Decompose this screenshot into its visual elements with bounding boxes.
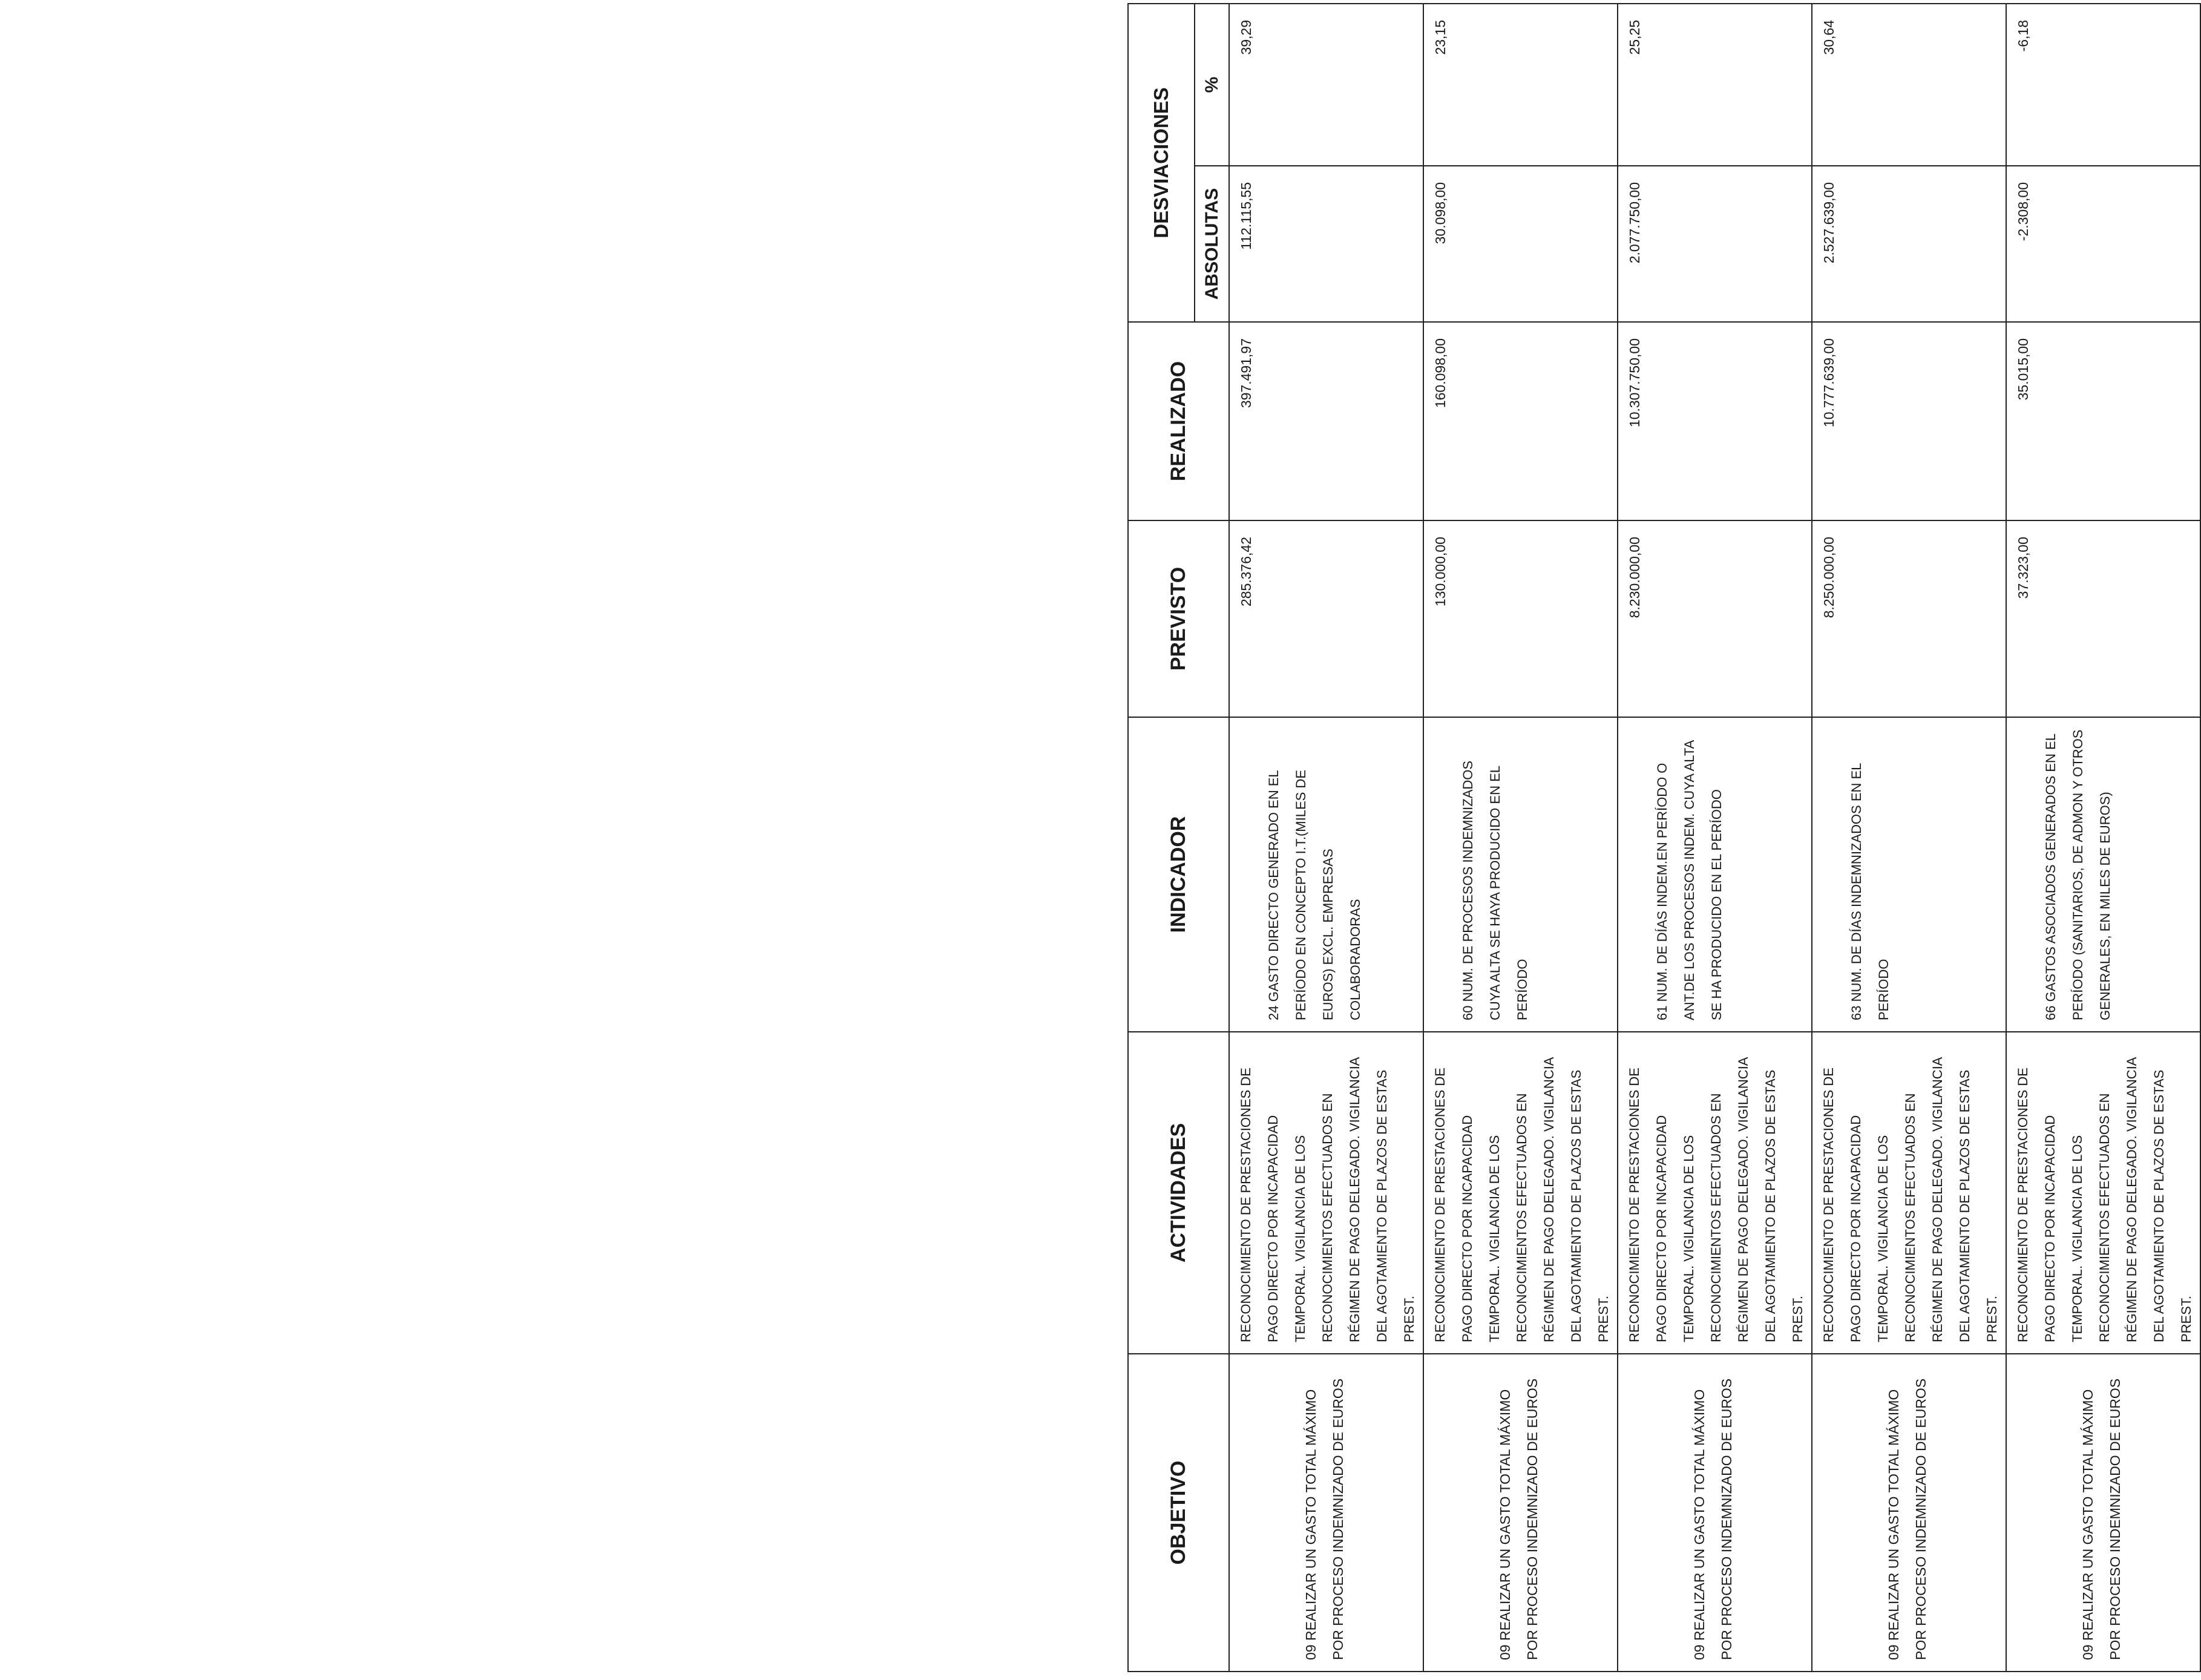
- cell-objetivo: [1618, 1354, 1812, 1672]
- cell-porcentaje: -6,18: [2006, 4, 2200, 166]
- indicador-text: 60 NUM. DE PROCESOS INDEMNIZADOS CUYA ALTA SE HAYA PRODUCIDO EN EL PERÍODO: [1460, 760, 1530, 1020]
- header-porcentaje: %: [1195, 4, 1229, 166]
- header-realizado: REALIZADO: [1128, 322, 1229, 520]
- indicador-text: 63 NUM. DE DÍAS INDEMNIZADOS EN EL PERÍODO: [1849, 763, 1891, 1020]
- header-previsto: PREVISTO: [1128, 520, 1229, 717]
- cell-absolutas: 112.115,55: [1229, 166, 1423, 322]
- cell-previsto: 37.323,00: [2006, 520, 2200, 717]
- cell-actividades: [1812, 1032, 2006, 1354]
- cell-absolutas: 30.098,00: [1423, 166, 1618, 322]
- objetivo-text: 09 REALIZAR UN GASTO TOTAL MÁXIMO POR PROCESO INDEMNIZADO DE EUROS: [1497, 1378, 1540, 1660]
- cell-absolutas: -2.308,00: [2006, 166, 2200, 322]
- cell-previsto: 285.376,42: [1229, 520, 1423, 717]
- cell-realizado: 160.098,00: [1423, 322, 1618, 520]
- cell-porcentaje: 39,29: [1229, 4, 1423, 166]
- table-body: [1229, 4, 2200, 1672]
- cell-previsto: 130.000,00: [1423, 520, 1618, 717]
- header-row: [1128, 4, 1195, 1672]
- header-actividades: ACTIVIDADES: [1128, 1032, 1229, 1354]
- cell-indicador: [1229, 717, 1423, 1032]
- table-row: [2006, 4, 2200, 1672]
- cell-realizado: 397.491,97: [1229, 322, 1423, 520]
- header-objetivo: OBJETIVO: [1128, 1354, 1229, 1672]
- table-row: [1423, 4, 1618, 1672]
- cell-objetivo: [1423, 1354, 1618, 1672]
- actividades-text: RECONOCIMIENTO DE PRESTACIONES DE PAGO DIRECTO POR INCAPACIDAD TEMPORAL. VIGILANCIA DE LOS RECONOCIMIENTOS EFECTUADOS EN RÉGIMEN DE PAGO DELEGADO. VIGILANCIA DEL AGOTAMIENTO DE PLAZOS DE ESTAS PREST.: [1821, 1057, 1999, 1342]
- cell-indicador: [1423, 717, 1618, 1032]
- table-row: [1618, 4, 1812, 1672]
- cell-porcentaje: 30,64: [1812, 4, 2006, 166]
- cell-actividades: [1618, 1032, 1812, 1354]
- cell-indicador: [1618, 717, 1812, 1032]
- indicador-text: 66 GASTOS ASOCIADOS GENERADOS EN EL PERÍODO (SANITARIOS, DE ADMON Y OTROS GENERALES, EN MILES DE EUROS): [2043, 729, 2113, 1020]
- table-row: [1812, 4, 2006, 1672]
- header-absolutas: ABSOLUTAS: [1195, 166, 1229, 322]
- actividades-text: RECONOCIMIENTO DE PRESTACIONES DE PAGO DIRECTO POR INCAPACIDAD TEMPORAL. VIGILANCIA DE LOS RECONOCIMIENTOS EFECTUADOS EN RÉGIMEN DE PAGO DELEGADO. VIGILANCIA DEL AGOTAMIENTO DE PLAZOS DE ESTAS PREST.: [1238, 1057, 1417, 1342]
- cell-actividades: [1423, 1032, 1618, 1354]
- indicador-text: 61 NUM. DE DÍAS INDEM.EN PERÍODO O ANT.DE LOS PROCESOS INDEM. CUYA ALTA SE HA PRODUCIDO EN EL PERÍODO: [1655, 740, 1724, 1020]
- cell-porcentaje: 25,25: [1618, 4, 1812, 166]
- actividades-text: RECONOCIMIENTO DE PRESTACIONES DE PAGO DIRECTO POR INCAPACIDAD TEMPORAL. VIGILANCIA DE LOS RECONOCIMIENTOS EFECTUADOS EN RÉGIMEN DE PAGO DELEGADO. VIGILANCIA DEL AGOTAMIENTO DE PLAZOS DE ESTAS PREST.: [2015, 1057, 2194, 1342]
- actividades-text: RECONOCIMIENTO DE PRESTACIONES DE PAGO DIRECTO POR INCAPACIDAD TEMPORAL. VIGILANCIA DE LOS RECONOCIMIENTOS EFECTUADOS EN RÉGIMEN DE PAGO DELEGADO. VIGILANCIA DEL AGOTAMIENTO DE PLAZOS DE ESTAS PREST.: [1627, 1057, 1805, 1342]
- cell-objetivo: [2006, 1354, 2200, 1672]
- objetivo-text: 09 REALIZAR UN GASTO TOTAL MÁXIMO POR PROCESO INDEMNIZADO DE EUROS: [1303, 1378, 1346, 1660]
- cell-actividades: [2006, 1032, 2200, 1354]
- cell-actividades: [1229, 1032, 1423, 1354]
- indicador-text: 24 GASTO DIRECTO GENERADO EN EL PERÍODO EN CONCEPTO I.T.(MILES DE EUROS) EXCL. EMPRESAS COLABORADORAS: [1266, 770, 1363, 1020]
- actividades-text: RECONOCIMIENTO DE PRESTACIONES DE PAGO DIRECTO POR INCAPACIDAD TEMPORAL. VIGILANCIA DE LOS RECONOCIMIENTOS EFECTUADOS EN RÉGIMEN DE PAGO DELEGADO. VIGILANCIA DEL AGOTAMIENTO DE PLAZOS DE ESTAS PREST.: [1432, 1057, 1611, 1342]
- cell-indicador: [2006, 717, 2200, 1032]
- objetivo-text: 09 REALIZAR UN GASTO TOTAL MÁXIMO POR PROCESO INDEMNIZADO DE EUROS: [2080, 1378, 2123, 1660]
- header-indicador: INDICADOR: [1128, 717, 1229, 1032]
- cell-realizado: 10.307.750,00: [1618, 322, 1812, 520]
- cell-objetivo: [1812, 1354, 2006, 1672]
- rotated-table-container: [1127, 4, 2194, 1672]
- header-desviaciones: DESVIACIONES: [1128, 4, 1195, 322]
- cell-absolutas: 2.527.639,00: [1812, 166, 2006, 322]
- cell-previsto: 8.230.000,00: [1618, 520, 1812, 717]
- table-row: [1229, 4, 1423, 1672]
- cell-absolutas: 2.077.750,00: [1618, 166, 1812, 322]
- cell-objetivo: [1229, 1354, 1423, 1672]
- table-header: [1128, 4, 1229, 1672]
- cell-indicador: [1812, 717, 2006, 1032]
- cell-realizado: 35.015,00: [2006, 322, 2200, 520]
- cell-porcentaje: 23,15: [1423, 4, 1618, 166]
- objetivo-text: 09 REALIZAR UN GASTO TOTAL MÁXIMO POR PROCESO INDEMNIZADO DE EUROS: [1886, 1378, 1929, 1660]
- indicators-table: [1127, 3, 2201, 1672]
- cell-previsto: 8.250.000,00: [1812, 520, 2006, 717]
- cell-realizado: 10.777.639,00: [1812, 322, 2006, 520]
- objetivo-text: 09 REALIZAR UN GASTO TOTAL MÁXIMO POR PROCESO INDEMNIZADO DE EUROS: [1691, 1378, 1734, 1660]
